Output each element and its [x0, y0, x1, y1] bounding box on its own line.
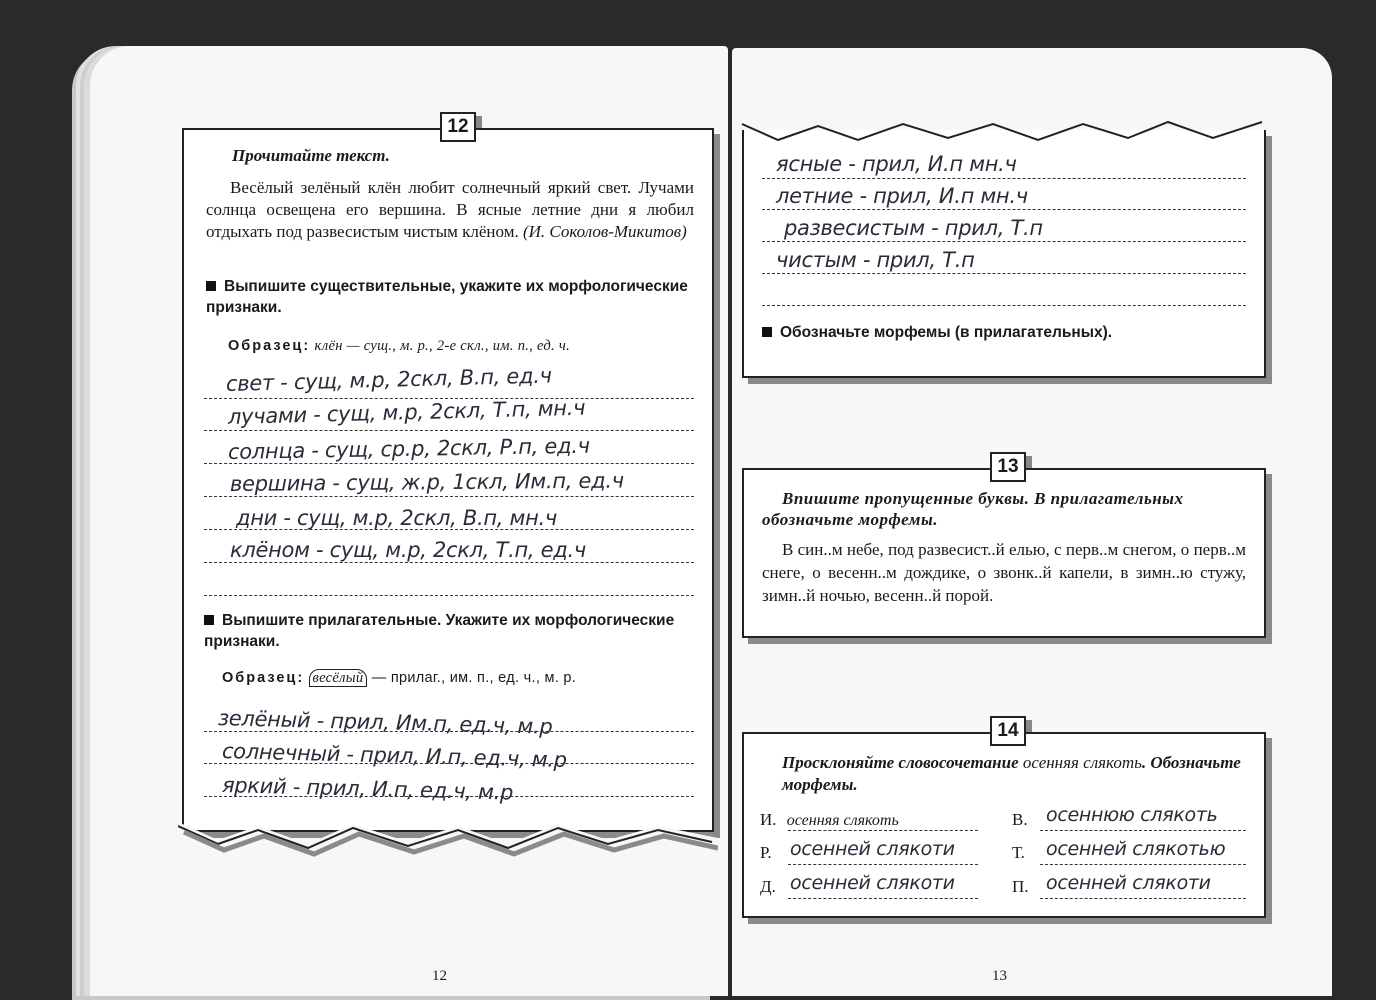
answer-line[interactable] [204, 595, 694, 596]
answer-line[interactable] [762, 273, 1246, 274]
handwritten-answer: осенней слякоти [1046, 872, 1211, 894]
sample-adjectives-word: весёлый [309, 669, 368, 687]
exercise-12-number: 12 [440, 112, 476, 142]
exercise-13-number: 13 [990, 452, 1026, 482]
case-label: Т. [1012, 843, 1025, 862]
handwritten-answer: яркий - прил, И.п, ед.ч, м.р [221, 773, 514, 805]
handwritten-answer: солнечный - прил, И.п, ед.ч, м.р [221, 739, 568, 773]
task-nouns-text: Выпишите существительные, укажите их морфологические признаки. [206, 278, 688, 316]
exercise-14-phrase: осенняя слякоть [1022, 753, 1142, 772]
handwritten-answer: клёном - сущ, м.р, 2скл, Т.п, ед.ч [230, 538, 586, 562]
bullet-square-icon [204, 615, 214, 625]
answer-line[interactable] [1040, 864, 1246, 865]
answer-line[interactable] [204, 430, 694, 431]
exercise-14-instruction-a: Просклоняйте словосочетание [782, 753, 1019, 772]
page-number-left: 12 [432, 968, 447, 984]
bullet-square-icon [762, 327, 772, 337]
handwritten-answer: вершина - сущ, ж.р, 1скл, Им.п, ед.ч [229, 468, 624, 496]
answer-line[interactable] [204, 463, 694, 464]
handwritten-answer: чистым - прил, Т.п [776, 248, 975, 272]
handwritten-answer: развесистым - прил, Т.п [784, 216, 1043, 240]
answer-line[interactable] [762, 209, 1246, 210]
handwritten-answer: свет - сущ, м.р, 2скл, В.п, ед.ч [225, 363, 552, 396]
case-row [1012, 877, 1029, 897]
sample-nouns-text: клён — сущ., м. р., 2-е скл., им. п., ед. ч. [314, 338, 571, 354]
sample-adjectives-label: Образец: [222, 670, 305, 686]
sample-adjectives [222, 670, 576, 687]
handwritten-answer: осеннюю слякоть [1046, 804, 1218, 826]
case-label: В. [1012, 810, 1028, 829]
exercise-12-instruction: Прочитайте текст. [232, 146, 390, 165]
handwritten-answer: лучами - сущ, м.р, 2скл, Т.п, мн.ч [227, 395, 586, 429]
exercise-13-instruction: Впишите пропущенные буквы. В прилагательных обозначьте морфемы. [762, 489, 1184, 529]
answer-line[interactable] [788, 830, 978, 831]
handwritten-answer: зелёный - прил, Им.п, ед.ч, м.р [217, 706, 553, 739]
case-label: П. [1012, 877, 1029, 896]
sample-nouns-label: Образец: [228, 338, 311, 354]
case-row [760, 877, 776, 897]
sample-nouns [228, 338, 570, 355]
handwritten-answer: осенней слякоти [790, 872, 955, 894]
answer-line[interactable] [204, 496, 694, 497]
case-row [760, 843, 772, 863]
bullet-square-icon [206, 281, 216, 291]
case-label: Д. [760, 877, 776, 896]
case-label: Р. [760, 843, 772, 862]
answer-line[interactable] [762, 178, 1246, 179]
exercise-14-instruction [782, 752, 1244, 796]
handwritten-answer: ясные - прил, И.п мн.ч [776, 152, 1017, 176]
exercise-14-instruction-b: . Обозначьте морфемы. [782, 753, 1241, 794]
case-row [760, 810, 899, 830]
answer-line[interactable] [1040, 898, 1246, 899]
exercise-13-text: В син..м небе, под развесист..й елью, с перв..м снегом, о перв..м снеге, о весенн..м дождике, о звонк..й капели, в зимн..ю стужу, зимн..й ночью, весенн..й порой. [762, 540, 1246, 605]
exercise-12-text [206, 177, 694, 243]
handwritten-answer: летние - прил, И.п мн.ч [776, 184, 1028, 208]
handwritten-answer: дни - сущ, м.р, 2скл, В.п, мн.ч [236, 506, 558, 530]
answer-line[interactable] [762, 241, 1246, 242]
exercise-12-passage: Весёлый зелёный клён любит солнечный яркий свет. Лучами солнца освещена его вершина. В ясные летние дни я любил отдыхать под развесистым чистым клёном. [206, 178, 694, 241]
task-morphemes-text: Обозначьте морфемы (в прилагательных). [780, 324, 1113, 341]
task-adjectives [204, 610, 696, 652]
exercise-12-author: (И. Соколов-Микитов) [522, 222, 687, 241]
case-row [1012, 843, 1025, 863]
task-morphemes [762, 322, 1252, 343]
handwritten-answer: осенней слякоти [790, 838, 955, 860]
answer-line[interactable] [788, 898, 978, 899]
task-adjectives-text: Выпишите прилагательные. Укажите их морфологические признаки. [204, 612, 675, 650]
answer-line[interactable] [788, 864, 978, 865]
answer-line[interactable] [1040, 830, 1246, 831]
case-value: осенняя слякоть [786, 812, 899, 829]
task-nouns [206, 276, 696, 318]
handwritten-answer: осенней слякотью [1046, 838, 1226, 860]
case-row [1012, 810, 1028, 830]
exercise-14-number: 14 [990, 716, 1026, 746]
sample-adjectives-text: — прилаг., им. п., ед. ч., м. р. [371, 670, 577, 686]
answer-line[interactable] [204, 562, 694, 563]
handwritten-answer: солнца - сущ, ср.р, 2скл, Р.п, ед.ч [227, 433, 590, 464]
case-label: И. [760, 810, 777, 829]
answer-line[interactable] [762, 305, 1246, 306]
page-number-right: 13 [992, 968, 1007, 984]
torn-edge [738, 110, 1278, 150]
torn-edge [178, 812, 718, 862]
